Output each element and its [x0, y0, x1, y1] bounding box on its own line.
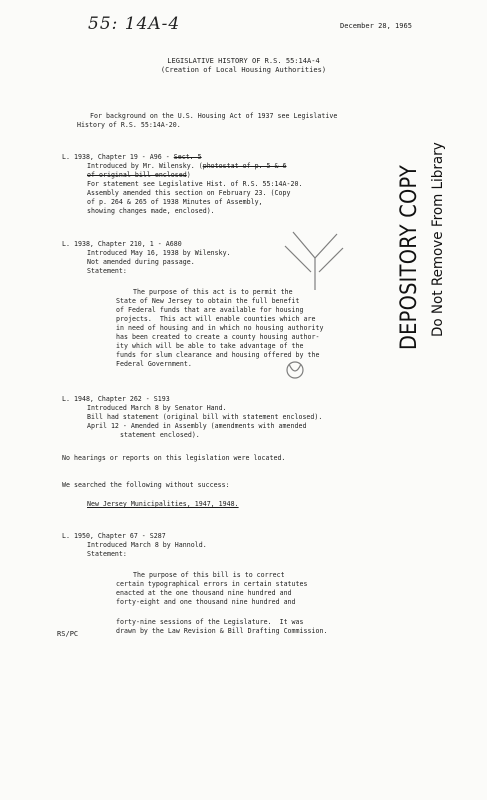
- document-title: LEGISLATIVE HISTORY OF R.S. 55:14A-4: [167, 57, 320, 65]
- entry-3-line: statement enclosed).: [120, 431, 200, 439]
- entry-2-statement-line: in need of housing and in which no housing authority: [116, 324, 324, 332]
- entry-4-statement-line: The purpose of this bill is to correct: [133, 571, 285, 579]
- entry-1-struck-photostat: photostat of p. 5 & 6: [202, 162, 287, 170]
- entry-2-statement-line: projects. This act will enable counties which are: [116, 315, 316, 323]
- entry-1-statement-ref: For statement see Legislative Hist. of R.S. 55:14A-20.: [87, 180, 303, 188]
- entry-1-head-text: L. 1938, Chapter 19 - A96 -: [62, 153, 174, 161]
- no-hearings-note: No hearings or reports on this legislation were located.: [62, 454, 286, 462]
- entry-2-line: Introduced May 16, 1938 by Wilensky.: [87, 249, 231, 257]
- entry-3-line: Bill had statement (original bill with statement enclosed).: [87, 413, 323, 421]
- entry-3-head: L. 1948, Chapter 262 - S193: [62, 395, 170, 403]
- entry-2-line: Statement:: [87, 267, 127, 275]
- intro-line: For background on the U.S. Housing Act of 1937 see Legislative: [90, 112, 338, 120]
- entry-2-line: Not amended during passage.: [87, 258, 195, 266]
- entry-2-statement-line: ity which will be able to take advantage of the: [116, 342, 304, 350]
- document-date: December 28, 1965: [340, 22, 412, 30]
- entry-3-line: April 12 - Amended in Assembly (amendments with amended: [87, 422, 307, 430]
- entry-3-line: Introduced March 8 by Senator Hand.: [87, 404, 227, 412]
- entry-4-head: L. 1950, Chapter 67 - S287: [62, 532, 166, 540]
- do-not-remove-stamp: Do Not Remove From Library: [430, 142, 446, 337]
- entry-2-statement-line: funds for slum clearance and housing offered by the: [116, 351, 320, 359]
- entry-2-statement-line: of Federal funds that are available for housing: [116, 306, 304, 314]
- entry-1-changes: showing changes made, enclosed).: [87, 207, 215, 215]
- handwritten-reference: 55: 14A-4: [88, 14, 181, 34]
- entry-2-statement-line: State of New Jersey to obtain the full benefit: [116, 297, 300, 305]
- stamp-mark-doodle: [255, 228, 365, 388]
- entry-1-introduced-text: Introduced by Mr. Wilensky. (: [87, 162, 203, 170]
- entry-2-statement-line: Federal Government.: [116, 360, 192, 368]
- entry-1-amended: Assembly amended this section on February 23. (Copy: [87, 189, 291, 197]
- entry-4-line: Introduced March 8 by Hannold.: [87, 541, 207, 549]
- depository-stamp: DEPOSITORY COPY: [397, 164, 422, 350]
- entry-1-struck-original: of original bill enclosed: [87, 171, 187, 179]
- entry-4-line: Statement:: [87, 550, 127, 558]
- entry-1-copy: of p. 264 & 265 of 1938 Minutes of Assembly,: [87, 198, 263, 206]
- entry-4-statement-line: certain typographical errors in certain statutes: [116, 580, 308, 588]
- entry-1-struck-line: [87, 171, 191, 179]
- entry-2-statement-line: has been created to create a county housing author-: [116, 333, 320, 341]
- entry-4-statement-line: forty-nine sessions of the Legislature. It was: [116, 618, 304, 626]
- entry-4-statement-line: enacted at the one thousand nine hundred and: [116, 589, 292, 597]
- entry-2-statement-line: The purpose of this act is to permit the: [133, 288, 293, 296]
- document-subtitle: (Creation of Local Housing Authorities): [160, 66, 327, 74]
- typist-initials: RS/PC: [57, 630, 79, 638]
- entry-2-head: L. 1938, Chapter 210, 1 - A680: [62, 240, 182, 248]
- entry-1-head: [62, 153, 202, 161]
- entry-1-close-paren: ): [186, 171, 191, 179]
- entry-1-introduced: [87, 162, 287, 170]
- nj-municipalities: New Jersey Municipalities, 1947, 1948.: [87, 500, 239, 508]
- entry-4-statement-line: drawn by the Law Revision & Bill Drafting Commission.: [116, 627, 328, 635]
- entry-1-struck-section: Sect. 5: [173, 153, 202, 161]
- searched-note: We searched the following without success:: [62, 481, 230, 489]
- intro-line: History of R.S. 55:14A-20.: [77, 121, 181, 129]
- entry-4-statement-line: forty-eight and one thousand nine hundred and: [116, 598, 296, 606]
